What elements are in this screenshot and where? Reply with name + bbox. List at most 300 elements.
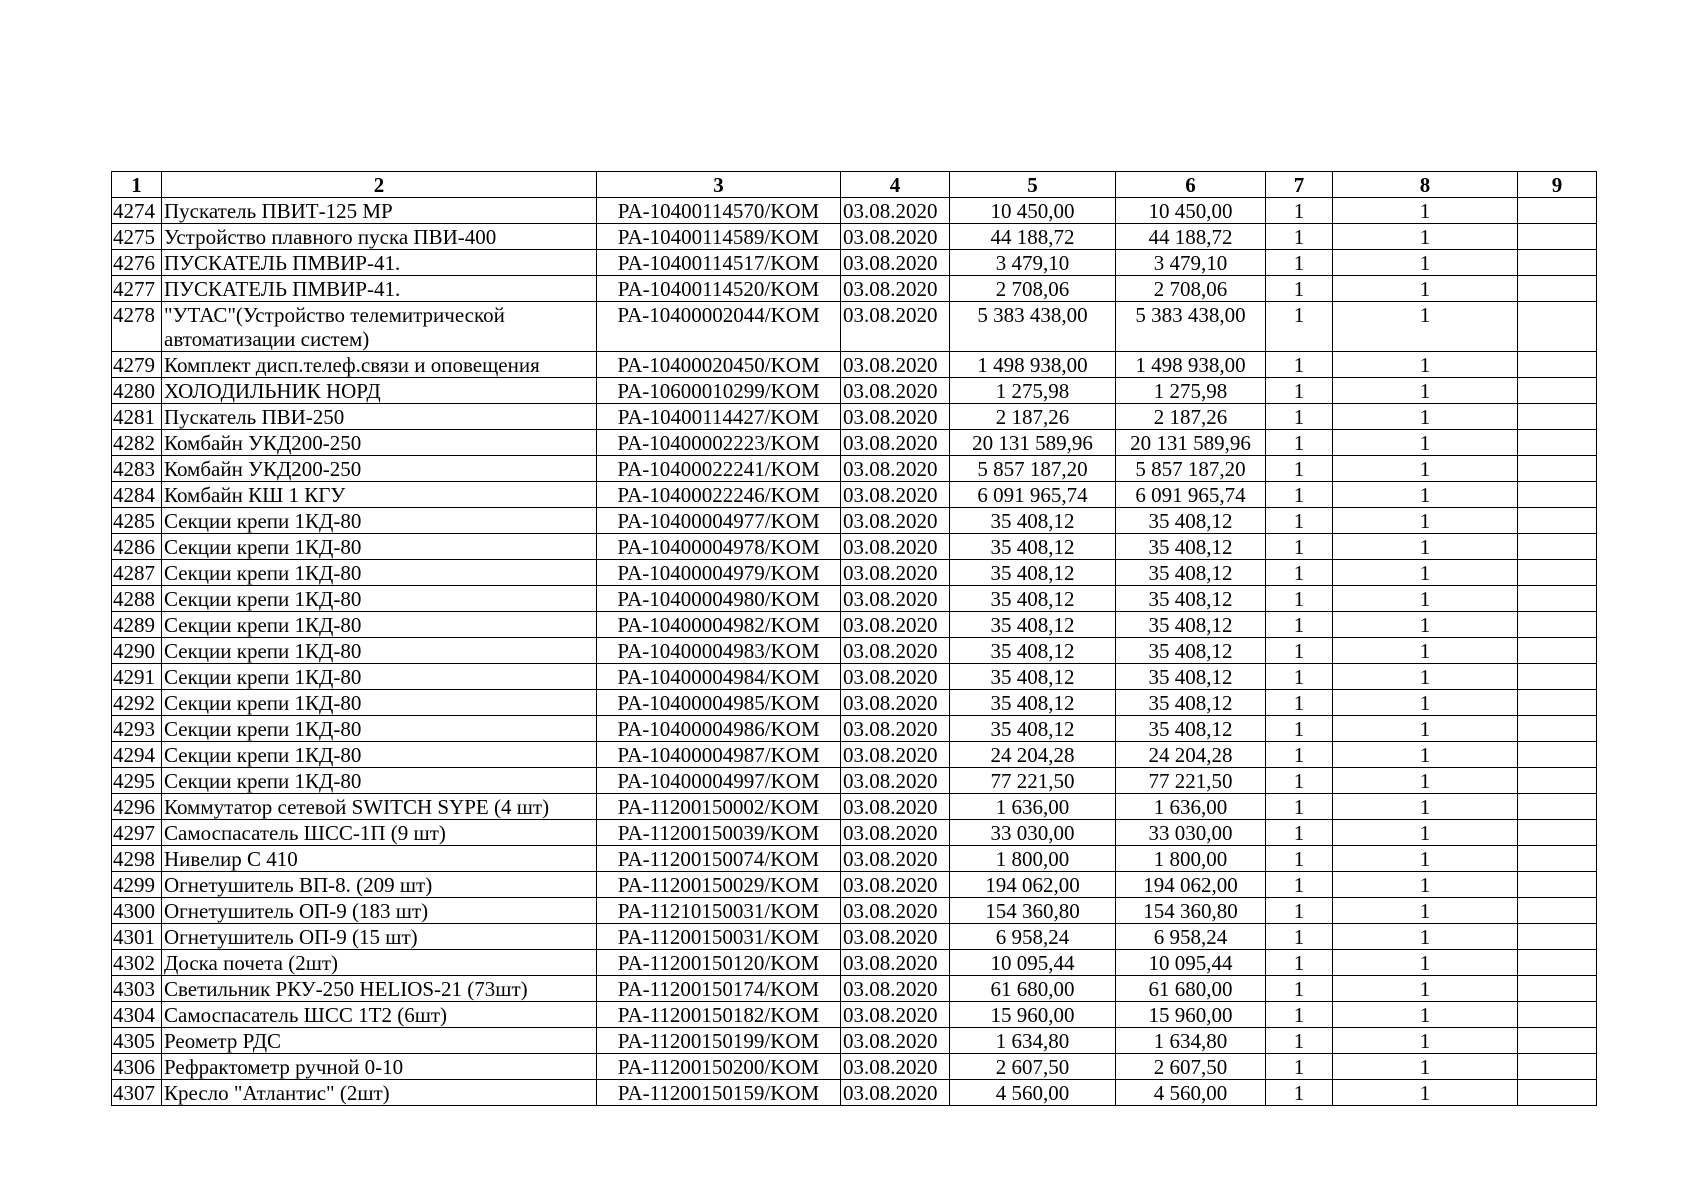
amount-cell: 2 607,50 — [950, 1054, 1116, 1080]
column-header: 2 — [162, 172, 597, 198]
date-cell: 03.08.2020 — [841, 742, 950, 768]
note-cell — [1518, 638, 1597, 664]
row-number-cell: 4300 — [112, 898, 162, 924]
amount-cell: 44 188,72 — [950, 224, 1116, 250]
item-name-cell: Секции крепи 1КД-80 — [162, 638, 597, 664]
table-row — [112, 768, 1597, 794]
row-number-cell: 4289 — [112, 612, 162, 638]
date-cell: 03.08.2020 — [841, 1028, 950, 1054]
row-number-cell: 4294 — [112, 742, 162, 768]
item-name-cell: Секции крепи 1КД-80 — [162, 690, 597, 716]
inventory-code-cell: PA-10600010299/KOM — [597, 378, 841, 404]
note-cell — [1518, 586, 1597, 612]
residual-amount-cell: 35 408,12 — [1116, 716, 1266, 742]
date-cell: 03.08.2020 — [841, 456, 950, 482]
note-cell — [1518, 430, 1597, 456]
table-row — [112, 276, 1597, 302]
row-number-cell: 4281 — [112, 404, 162, 430]
note-cell — [1518, 924, 1597, 950]
note-cell — [1518, 690, 1597, 716]
item-name-cell: Самоспасатель ШСС-1П (9 шт) — [162, 820, 597, 846]
item-name-cell: Секции крепи 1КД-80 — [162, 560, 597, 586]
residual-amount-cell: 2 607,50 — [1116, 1054, 1266, 1080]
residual-amount-cell: 44 188,72 — [1116, 224, 1266, 250]
amount-cell: 61 680,00 — [950, 976, 1116, 1002]
quantity-cell: 1 — [1333, 378, 1518, 404]
note-cell — [1518, 276, 1597, 302]
row-number-cell: 4278 — [112, 302, 162, 352]
table-row — [112, 378, 1597, 404]
quantity-cell: 1 — [1333, 612, 1518, 638]
table-row — [112, 612, 1597, 638]
residual-amount-cell: 2 708,06 — [1116, 276, 1266, 302]
item-name-cell: Светильник РКУ-250 HELIOS-21 (73шт) — [162, 976, 597, 1002]
residual-amount-cell: 1 634,80 — [1116, 1028, 1266, 1054]
amount-cell: 194 062,00 — [950, 872, 1116, 898]
quantity-cell: 1 — [1266, 768, 1333, 794]
row-number-cell: 4298 — [112, 846, 162, 872]
column-header: 3 — [597, 172, 841, 198]
date-cell: 03.08.2020 — [841, 950, 950, 976]
amount-cell: 35 408,12 — [950, 690, 1116, 716]
row-number-cell: 4280 — [112, 378, 162, 404]
inventory-code-cell: PA-11210150031/KOM — [597, 898, 841, 924]
note-cell — [1518, 898, 1597, 924]
row-number-cell: 4304 — [112, 1002, 162, 1028]
amount-cell: 3 479,10 — [950, 250, 1116, 276]
note-cell — [1518, 1002, 1597, 1028]
amount-cell: 4 560,00 — [950, 1080, 1116, 1106]
row-number-cell: 4299 — [112, 872, 162, 898]
table-row — [112, 302, 1597, 352]
inventory-code-cell: PA-11200150120/KOM — [597, 950, 841, 976]
amount-cell: 5 857 187,20 — [950, 456, 1116, 482]
quantity-cell: 1 — [1266, 560, 1333, 586]
row-number-cell: 4279 — [112, 352, 162, 378]
residual-amount-cell: 5 857 187,20 — [1116, 456, 1266, 482]
residual-amount-cell: 35 408,12 — [1116, 638, 1266, 664]
amount-cell: 2 708,06 — [950, 276, 1116, 302]
residual-amount-cell: 24 204,28 — [1116, 742, 1266, 768]
quantity-cell: 1 — [1266, 976, 1333, 1002]
residual-amount-cell: 35 408,12 — [1116, 612, 1266, 638]
row-number-cell: 4297 — [112, 820, 162, 846]
column-header: 1 — [112, 172, 162, 198]
table-row — [112, 742, 1597, 768]
inventory-code-cell: PA-11200150200/KOM — [597, 1054, 841, 1080]
residual-amount-cell: 61 680,00 — [1116, 976, 1266, 1002]
row-number-cell: 4290 — [112, 638, 162, 664]
residual-amount-cell: 35 408,12 — [1116, 560, 1266, 586]
quantity-cell: 1 — [1333, 560, 1518, 586]
column-header: 8 — [1333, 172, 1518, 198]
residual-amount-cell: 194 062,00 — [1116, 872, 1266, 898]
note-cell — [1518, 404, 1597, 430]
date-cell: 03.08.2020 — [841, 378, 950, 404]
quantity-cell: 1 — [1266, 872, 1333, 898]
residual-amount-cell: 4 560,00 — [1116, 1080, 1266, 1106]
date-cell: 03.08.2020 — [841, 820, 950, 846]
amount-cell: 35 408,12 — [950, 638, 1116, 664]
item-name-cell: Пускатель ПВИ-250 — [162, 404, 597, 430]
note-cell — [1518, 352, 1597, 378]
inventory-code-cell: PA-10400022246/KOM — [597, 482, 841, 508]
date-cell: 03.08.2020 — [841, 976, 950, 1002]
quantity-cell: 1 — [1333, 976, 1518, 1002]
inventory-code-cell: PA-10400114427/KOM — [597, 404, 841, 430]
table-row — [112, 716, 1597, 742]
note-cell — [1518, 742, 1597, 768]
inventory-code-cell: PA-11200150159/KOM — [597, 1080, 841, 1106]
date-cell: 03.08.2020 — [841, 1002, 950, 1028]
residual-amount-cell: 20 131 589,96 — [1116, 430, 1266, 456]
note-cell — [1518, 224, 1597, 250]
quantity-cell: 1 — [1333, 198, 1518, 224]
table-row — [112, 482, 1597, 508]
quantity-cell: 1 — [1333, 924, 1518, 950]
item-name-cell: ХОЛОДИЛЬНИК НОРД — [162, 378, 597, 404]
quantity-cell: 1 — [1333, 742, 1518, 768]
amount-cell: 6 091 965,74 — [950, 482, 1116, 508]
quantity-cell: 1 — [1333, 1002, 1518, 1028]
amount-cell: 24 204,28 — [950, 742, 1116, 768]
amount-cell: 10 095,44 — [950, 950, 1116, 976]
quantity-cell: 1 — [1266, 716, 1333, 742]
amount-cell: 35 408,12 — [950, 664, 1116, 690]
quantity-cell: 1 — [1333, 846, 1518, 872]
inventory-code-cell: PA-11200150031/KOM — [597, 924, 841, 950]
note-cell — [1518, 1028, 1597, 1054]
residual-amount-cell: 10 450,00 — [1116, 198, 1266, 224]
table-row — [112, 430, 1597, 456]
table-row — [112, 1054, 1597, 1080]
amount-cell: 6 958,24 — [950, 924, 1116, 950]
quantity-cell: 1 — [1333, 586, 1518, 612]
quantity-cell: 1 — [1266, 1054, 1333, 1080]
table-row — [112, 690, 1597, 716]
item-name-cell: Секции крепи 1КД-80 — [162, 534, 597, 560]
column-header: 7 — [1266, 172, 1333, 198]
inventory-code-cell: PA-11200150002/KOM — [597, 794, 841, 820]
amount-cell: 1 800,00 — [950, 846, 1116, 872]
inventory-code-cell: PA-10400004997/KOM — [597, 768, 841, 794]
quantity-cell: 1 — [1266, 846, 1333, 872]
quantity-cell: 1 — [1266, 482, 1333, 508]
quantity-cell: 1 — [1333, 898, 1518, 924]
table-row — [112, 534, 1597, 560]
inventory-code-cell: PA-10400004978/KOM — [597, 534, 841, 560]
quantity-cell: 1 — [1266, 638, 1333, 664]
note-cell — [1518, 768, 1597, 794]
quantity-cell: 1 — [1266, 1080, 1333, 1106]
row-number-cell: 4287 — [112, 560, 162, 586]
residual-amount-cell: 1 636,00 — [1116, 794, 1266, 820]
date-cell: 03.08.2020 — [841, 250, 950, 276]
residual-amount-cell: 77 221,50 — [1116, 768, 1266, 794]
inventory-code-cell: PA-10400004983/KOM — [597, 638, 841, 664]
item-name-cell: Секции крепи 1КД-80 — [162, 664, 597, 690]
residual-amount-cell: 2 187,26 — [1116, 404, 1266, 430]
quantity-cell: 1 — [1333, 534, 1518, 560]
date-cell: 03.08.2020 — [841, 690, 950, 716]
item-name-cell: ПУСКАТЕЛЬ ПМВИР-41. — [162, 276, 597, 302]
quantity-cell: 1 — [1266, 250, 1333, 276]
row-number-cell: 4293 — [112, 716, 162, 742]
column-header: 9 — [1518, 172, 1597, 198]
quantity-cell: 1 — [1266, 950, 1333, 976]
note-cell — [1518, 1080, 1597, 1106]
note-cell — [1518, 508, 1597, 534]
amount-cell: 1 275,98 — [950, 378, 1116, 404]
row-number-cell: 4285 — [112, 508, 162, 534]
table-row — [112, 198, 1597, 224]
quantity-cell: 1 — [1333, 456, 1518, 482]
quantity-cell: 1 — [1266, 1028, 1333, 1054]
amount-cell: 35 408,12 — [950, 612, 1116, 638]
quantity-cell: 1 — [1333, 1080, 1518, 1106]
amount-cell: 20 131 589,96 — [950, 430, 1116, 456]
residual-amount-cell: 35 408,12 — [1116, 534, 1266, 560]
item-name-cell: Доска почета (2шт) — [162, 950, 597, 976]
inventory-code-cell: PA-10400004985/KOM — [597, 690, 841, 716]
note-cell — [1518, 716, 1597, 742]
date-cell: 03.08.2020 — [841, 482, 950, 508]
table-row — [112, 664, 1597, 690]
date-cell: 03.08.2020 — [841, 846, 950, 872]
date-cell: 03.08.2020 — [841, 872, 950, 898]
header-row — [112, 172, 1597, 198]
quantity-cell: 1 — [1333, 250, 1518, 276]
row-number-cell: 4276 — [112, 250, 162, 276]
quantity-cell: 1 — [1333, 690, 1518, 716]
quantity-cell: 1 — [1333, 482, 1518, 508]
date-cell: 03.08.2020 — [841, 534, 950, 560]
amount-cell: 15 960,00 — [950, 1002, 1116, 1028]
residual-amount-cell: 15 960,00 — [1116, 1002, 1266, 1028]
date-cell: 03.08.2020 — [841, 352, 950, 378]
table-row — [112, 846, 1597, 872]
quantity-cell: 1 — [1333, 664, 1518, 690]
inventory-code-cell: PA-11200150199/KOM — [597, 1028, 841, 1054]
item-name-cell: Секции крепи 1КД-80 — [162, 768, 597, 794]
quantity-cell: 1 — [1333, 430, 1518, 456]
inventory-code-cell: PA-10400004987/KOM — [597, 742, 841, 768]
item-name-cell: Огнетушитель ВП-8. (209 шт) — [162, 872, 597, 898]
row-number-cell: 4292 — [112, 690, 162, 716]
item-name-cell: ПУСКАТЕЛЬ ПМВИР-41. — [162, 250, 597, 276]
note-cell — [1518, 976, 1597, 1002]
quantity-cell: 1 — [1266, 456, 1333, 482]
amount-cell: 1 498 938,00 — [950, 352, 1116, 378]
quantity-cell: 1 — [1266, 276, 1333, 302]
row-number-cell: 4305 — [112, 1028, 162, 1054]
inventory-code-cell: PA-10400004977/KOM — [597, 508, 841, 534]
note-cell — [1518, 302, 1597, 352]
quantity-cell: 1 — [1266, 690, 1333, 716]
table-row — [112, 352, 1597, 378]
inventory-code-cell: PA-10400114570/KOM — [597, 198, 841, 224]
quantity-cell: 1 — [1266, 430, 1333, 456]
item-name-cell: Рефрактометр ручной 0-10 — [162, 1054, 597, 1080]
table-row — [112, 508, 1597, 534]
residual-amount-cell: 5 383 438,00 — [1116, 302, 1266, 352]
table-row — [112, 638, 1597, 664]
table-row — [112, 820, 1597, 846]
row-number-cell: 4307 — [112, 1080, 162, 1106]
item-name-cell: Огнетушитель ОП-9 (15 шт) — [162, 924, 597, 950]
table-row — [112, 898, 1597, 924]
quantity-cell: 1 — [1333, 950, 1518, 976]
inventory-code-cell: PA-10400114520/KOM — [597, 276, 841, 302]
amount-cell: 35 408,12 — [950, 534, 1116, 560]
item-name-cell: Реометр РДС — [162, 1028, 597, 1054]
quantity-cell: 1 — [1266, 404, 1333, 430]
date-cell: 03.08.2020 — [841, 430, 950, 456]
quantity-cell: 1 — [1266, 1002, 1333, 1028]
inventory-code-cell: PA-11200150182/KOM — [597, 1002, 841, 1028]
inventory-code-cell: PA-11200150039/KOM — [597, 820, 841, 846]
residual-amount-cell: 33 030,00 — [1116, 820, 1266, 846]
note-cell — [1518, 664, 1597, 690]
date-cell: 03.08.2020 — [841, 224, 950, 250]
quantity-cell: 1 — [1266, 742, 1333, 768]
amount-cell: 77 221,50 — [950, 768, 1116, 794]
quantity-cell: 1 — [1333, 716, 1518, 742]
amount-cell: 2 187,26 — [950, 404, 1116, 430]
note-cell — [1518, 534, 1597, 560]
amount-cell: 1 634,80 — [950, 1028, 1116, 1054]
residual-amount-cell: 10 095,44 — [1116, 950, 1266, 976]
quantity-cell: 1 — [1333, 404, 1518, 430]
item-name-cell: Самоспасатель ШСС 1Т2 (6шт) — [162, 1002, 597, 1028]
table-row — [112, 1080, 1597, 1106]
item-name-cell: Комбайн УКД200-250 — [162, 456, 597, 482]
amount-cell: 33 030,00 — [950, 820, 1116, 846]
date-cell: 03.08.2020 — [841, 638, 950, 664]
row-number-cell: 4303 — [112, 976, 162, 1002]
row-number-cell: 4275 — [112, 224, 162, 250]
quantity-cell: 1 — [1266, 898, 1333, 924]
amount-cell: 1 636,00 — [950, 794, 1116, 820]
date-cell: 03.08.2020 — [841, 794, 950, 820]
item-name-cell: Секции крепи 1КД-80 — [162, 742, 597, 768]
residual-amount-cell: 6 958,24 — [1116, 924, 1266, 950]
quantity-cell: 1 — [1266, 352, 1333, 378]
quantity-cell: 1 — [1266, 586, 1333, 612]
quantity-cell: 1 — [1266, 534, 1333, 560]
residual-amount-cell: 1 800,00 — [1116, 846, 1266, 872]
table-row — [112, 404, 1597, 430]
row-number-cell: 4277 — [112, 276, 162, 302]
row-number-cell: 4301 — [112, 924, 162, 950]
table-row — [112, 586, 1597, 612]
quantity-cell: 1 — [1333, 872, 1518, 898]
inventory-table — [111, 171, 1597, 1106]
table-row — [112, 250, 1597, 276]
amount-cell: 35 408,12 — [950, 716, 1116, 742]
note-cell — [1518, 198, 1597, 224]
note-cell — [1518, 872, 1597, 898]
quantity-cell: 1 — [1266, 302, 1333, 352]
quantity-cell: 1 — [1333, 276, 1518, 302]
quantity-cell: 1 — [1333, 352, 1518, 378]
note-cell — [1518, 250, 1597, 276]
quantity-cell: 1 — [1266, 612, 1333, 638]
table-row — [112, 976, 1597, 1002]
quantity-cell: 1 — [1333, 820, 1518, 846]
amount-cell: 35 408,12 — [950, 508, 1116, 534]
date-cell: 03.08.2020 — [841, 898, 950, 924]
quantity-cell: 1 — [1266, 224, 1333, 250]
date-cell: 03.08.2020 — [841, 198, 950, 224]
date-cell: 03.08.2020 — [841, 560, 950, 586]
date-cell: 03.08.2020 — [841, 924, 950, 950]
date-cell: 03.08.2020 — [841, 1080, 950, 1106]
item-name-cell: Секции крепи 1КД-80 — [162, 586, 597, 612]
table-row — [112, 456, 1597, 482]
item-name-cell: Коммутатор сетевой SWITCH SYPE (4 шт) — [162, 794, 597, 820]
amount-cell: 35 408,12 — [950, 586, 1116, 612]
inventory-code-cell: PA-10400004980/KOM — [597, 586, 841, 612]
item-name-cell: Секции крепи 1КД-80 — [162, 508, 597, 534]
row-number-cell: 4296 — [112, 794, 162, 820]
quantity-cell: 1 — [1266, 198, 1333, 224]
table-body — [112, 198, 1597, 1106]
inventory-code-cell: PA-10400022241/KOM — [597, 456, 841, 482]
quantity-cell: 1 — [1333, 794, 1518, 820]
note-cell — [1518, 456, 1597, 482]
inventory-code-cell: PA-10400002044/KOM — [597, 302, 841, 352]
row-number-cell: 4274 — [112, 198, 162, 224]
date-cell: 03.08.2020 — [841, 1054, 950, 1080]
date-cell: 03.08.2020 — [841, 586, 950, 612]
residual-amount-cell: 6 091 965,74 — [1116, 482, 1266, 508]
quantity-cell: 1 — [1333, 508, 1518, 534]
item-name-cell: Комплект дисп.телеф.связи и оповещения — [162, 352, 597, 378]
amount-cell: 5 383 438,00 — [950, 302, 1116, 352]
quantity-cell: 1 — [1333, 1054, 1518, 1080]
table-row — [112, 1002, 1597, 1028]
inventory-code-cell: PA-10400004979/KOM — [597, 560, 841, 586]
date-cell: 03.08.2020 — [841, 664, 950, 690]
inventory-code-cell: PA-11200150074/KOM — [597, 846, 841, 872]
table-row — [112, 560, 1597, 586]
date-cell: 03.08.2020 — [841, 508, 950, 534]
residual-amount-cell: 35 408,12 — [1116, 690, 1266, 716]
quantity-cell: 1 — [1333, 768, 1518, 794]
note-cell — [1518, 846, 1597, 872]
item-name-cell: Комбайн КШ 1 КГУ — [162, 482, 597, 508]
table-row — [112, 924, 1597, 950]
inventory-code-cell: PA-10400114517/KOM — [597, 250, 841, 276]
item-name-cell: Огнетушитель ОП-9 (183 шт) — [162, 898, 597, 924]
date-cell: 03.08.2020 — [841, 404, 950, 430]
item-name-cell: "УТАС"(Устройство телемитрической автоматизации систем) — [162, 302, 597, 352]
table-row — [112, 794, 1597, 820]
inventory-code-cell: PA-10400004984/KOM — [597, 664, 841, 690]
residual-amount-cell: 35 408,12 — [1116, 508, 1266, 534]
column-header: 5 — [950, 172, 1116, 198]
quantity-cell: 1 — [1266, 820, 1333, 846]
note-cell — [1518, 820, 1597, 846]
column-header: 6 — [1116, 172, 1266, 198]
inventory-code-cell: PA-11200150174/KOM — [597, 976, 841, 1002]
inventory-code-cell: PA-10400002223/KOM — [597, 430, 841, 456]
inventory-code-cell: PA-10400004982/KOM — [597, 612, 841, 638]
residual-amount-cell: 35 408,12 — [1116, 664, 1266, 690]
row-number-cell: 4286 — [112, 534, 162, 560]
item-name-cell: Кресло "Атлантис" (2шт) — [162, 1080, 597, 1106]
